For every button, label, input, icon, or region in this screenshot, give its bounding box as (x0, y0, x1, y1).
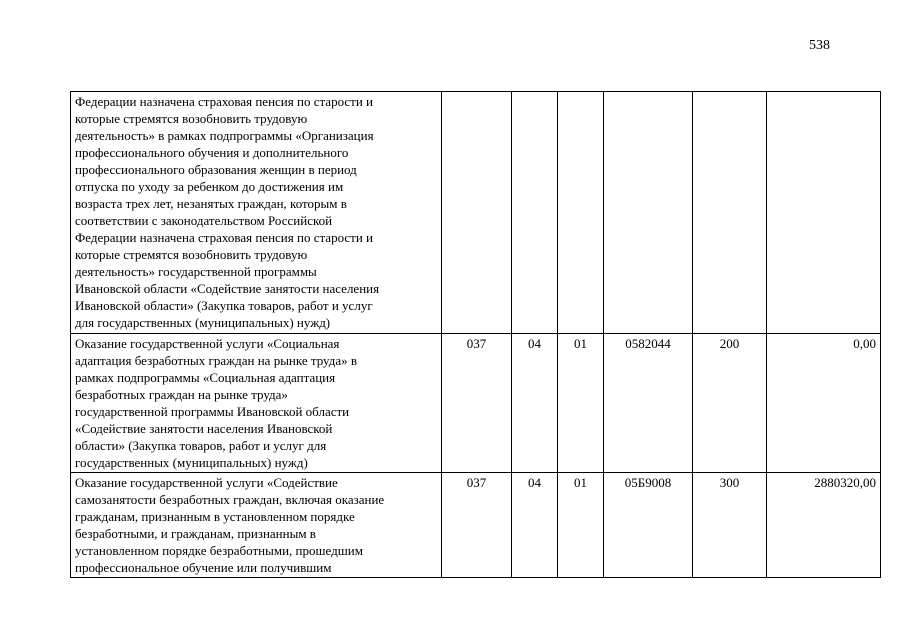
ministry-code-cell (442, 92, 512, 334)
expense-type-cell (693, 92, 767, 334)
table-row (71, 334, 881, 473)
ministry-code-cell: 037 (442, 334, 512, 473)
description-cell (71, 473, 442, 578)
table-row (71, 92, 881, 334)
description-cell (71, 92, 442, 334)
page-number: 538 (809, 38, 830, 53)
subsection-code-cell: 01 (558, 473, 604, 578)
amount-cell (767, 92, 881, 334)
amount-cell: 2880320,00 (767, 473, 881, 578)
subsection-code-cell (558, 92, 604, 334)
target-article-cell: 0582044 (604, 334, 693, 473)
description-text: Оказание государственной услуги «Социальная адаптация безработных граждан на рынке труда» в рамках подпрограммы «Социальная адаптация безработных граждан на рынке труда» государственной программы Ивановской области «Содействие занятости населения Ивановской области» (Закупка товаров, работ и услуг для государственных (муниципальных) нужд) (75, 336, 358, 470)
subsection-code-cell: 01 (558, 334, 604, 473)
description-text: Оказание государственной услуги «Содействие самозанятости безработных граждан, включая оказание гражданам, признанным в установленном порядке безработными, и гражданам, признанным в установленном порядке безработными, прошедшим профессиональное обучение или получившим (75, 475, 385, 575)
target-article-cell: 05Б9008 (604, 473, 693, 578)
section-code-cell (512, 92, 558, 334)
table-row (71, 473, 881, 578)
budget-table (70, 91, 881, 578)
section-code-cell: 04 (512, 473, 558, 578)
section-code-cell: 04 (512, 334, 558, 473)
expense-type-cell: 300 (693, 473, 767, 578)
target-article-cell (604, 92, 693, 334)
expense-type-cell: 200 (693, 334, 767, 473)
description-text: Федерации назначена страховая пенсия по старости и которые стремятся возобновить трудовую деятельность» в рамках подпрограммы «Организация профессионального обучения и дополнительного профессионального образования женщин в период отпуска по уходу за ребенком до достижения им возраста трех лет, незанятых граждан, которым в соответствии с законодательством Российской Федерации назначена страховая пенсия по старости и которые стремятся возобновить трудовую деятельность» государственной программы Ивановской области «Содействие занятости населения Ивановской области» (Закупка товаров, работ и услуг для государственных (муниципальных) нужд) (75, 94, 380, 330)
amount-cell: 0,00 (767, 334, 881, 473)
description-cell (71, 334, 442, 473)
ministry-code-cell: 037 (442, 473, 512, 578)
